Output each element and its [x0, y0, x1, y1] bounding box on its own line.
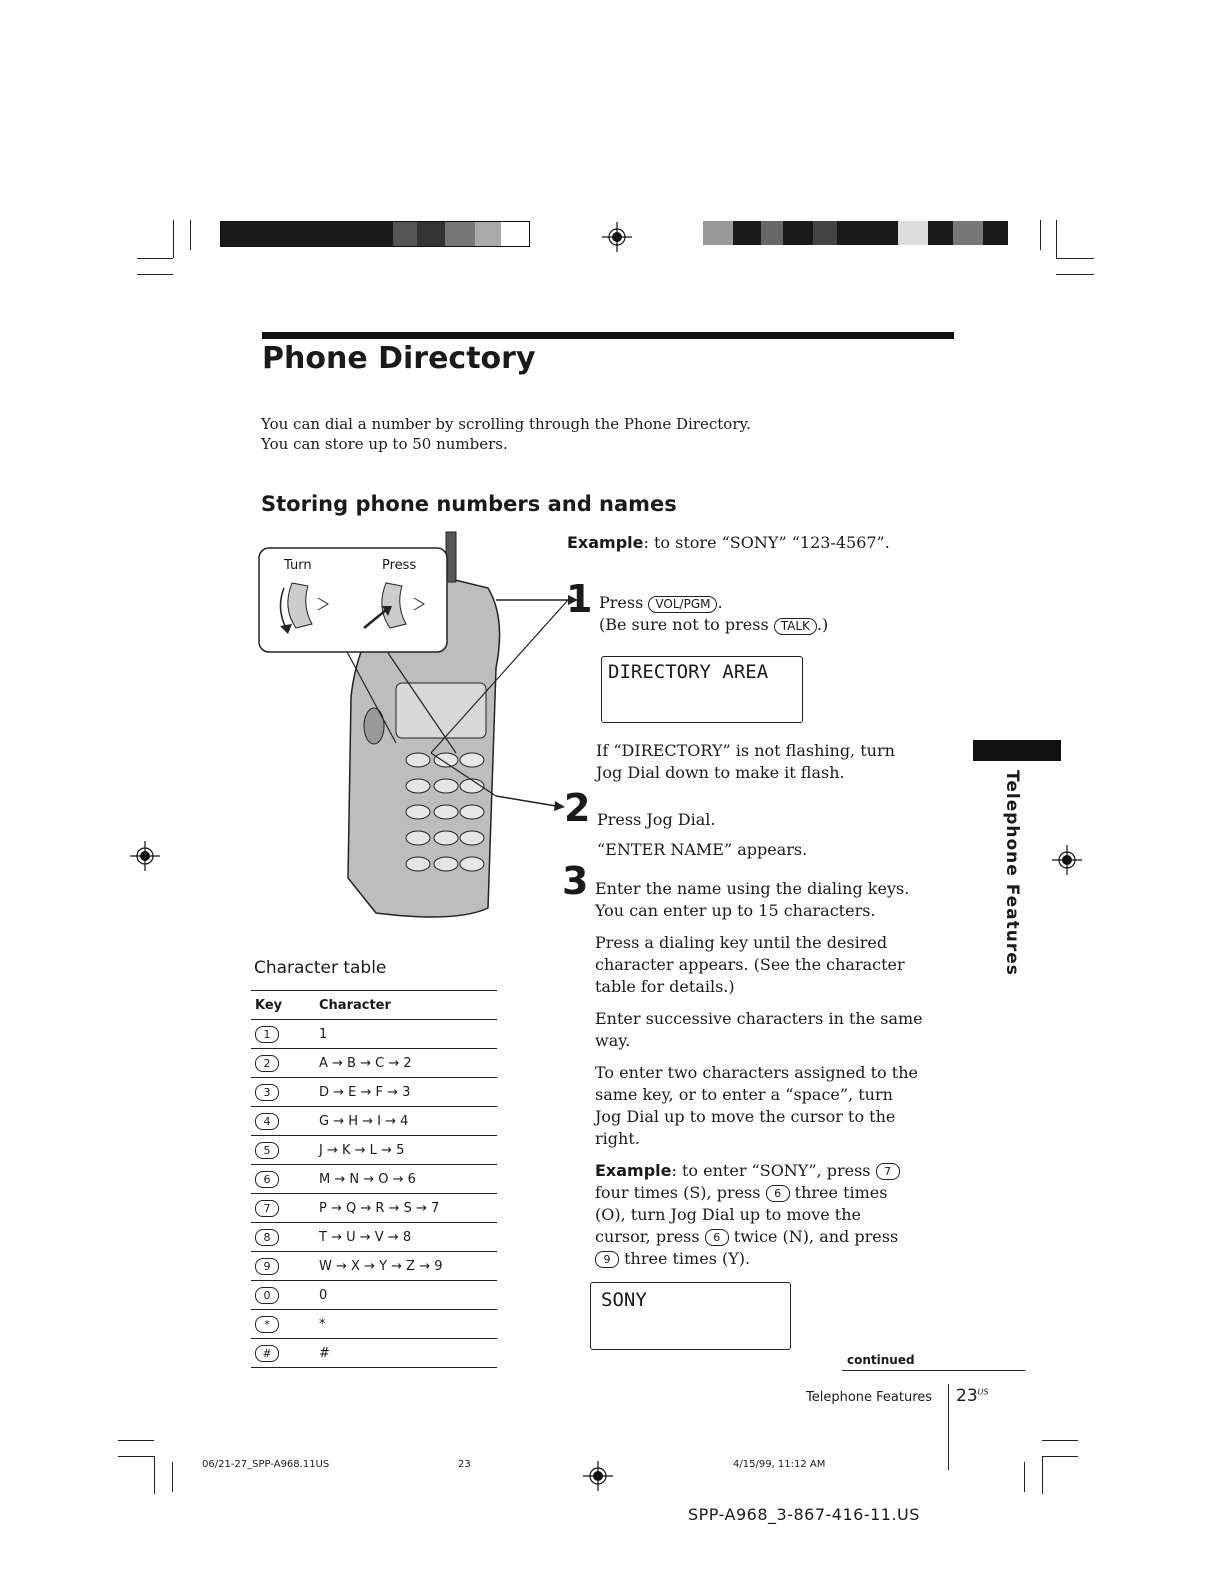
dial-key-icon: 6	[255, 1171, 279, 1188]
crop-mark	[1056, 220, 1057, 258]
crop-mark	[118, 1456, 154, 1457]
character-table-title: Character table	[254, 958, 387, 978]
column-header: Character	[315, 991, 497, 1020]
dial-key-icon: 4	[255, 1113, 279, 1130]
turn-label: Turn	[284, 558, 312, 573]
key-6-icon: 6	[766, 1185, 790, 1202]
press-label: Press	[382, 558, 417, 573]
page-title: Phone Directory	[262, 341, 536, 376]
dial-key-icon: 8	[255, 1229, 279, 1246]
crop-mark	[1056, 258, 1094, 259]
step-1-after: If “DIRECTORY” is not flashing, turn Jog Dial down to make it flash.	[596, 741, 895, 782]
phone-illustration	[256, 528, 589, 928]
side-tab-label: Telephone Features	[1002, 770, 1022, 976]
key-6-icon: 6	[705, 1229, 729, 1246]
column-header: Key	[251, 991, 315, 1020]
character-cell: J → K → L → 5	[315, 1136, 497, 1165]
footer-section: Telephone Features	[806, 1390, 933, 1405]
registration-mark-icon	[1052, 845, 1082, 875]
lcd-display-directory	[601, 656, 803, 723]
lcd-text: DIRECTORY AREA	[608, 661, 769, 683]
crop-mark	[190, 220, 191, 250]
crop-mark	[137, 274, 173, 275]
character-table	[251, 990, 497, 1368]
step-number: 2	[564, 786, 591, 830]
crop-mark	[1042, 1456, 1078, 1457]
character-cell: M → N → O → 6	[315, 1165, 497, 1194]
table-row	[251, 1107, 497, 1136]
table-row	[251, 1078, 497, 1107]
dial-key-icon: *	[255, 1316, 279, 1333]
lcd-text: SONY	[601, 1289, 647, 1311]
crop-mark	[1042, 1440, 1078, 1441]
talk-key: TALK	[774, 618, 817, 635]
crop-mark	[154, 1456, 155, 1494]
table-row	[251, 1223, 497, 1252]
table-row	[251, 1194, 497, 1223]
character-cell: A → B → C → 2	[315, 1049, 497, 1078]
dial-key-icon: 2	[255, 1055, 279, 1072]
key-7-icon: 7	[876, 1163, 900, 1180]
table-row	[251, 1339, 497, 1368]
dial-key-icon: 1	[255, 1026, 279, 1043]
continued-label: continued	[847, 1353, 915, 1367]
footer-product-code: SPP-A968_3-867-416-11.US	[688, 1505, 920, 1524]
registration-mark-icon	[602, 222, 632, 252]
table-row	[251, 1020, 497, 1049]
footer-divider	[948, 1384, 949, 1470]
step-2-text: Press Jog Dial. “ENTER NAME” appears.	[597, 810, 808, 859]
print-bar-right	[703, 221, 1008, 245]
side-tab-marker	[973, 740, 1061, 761]
character-cell: P → Q → R → S → 7	[315, 1194, 497, 1223]
footer-page-small: 23	[458, 1459, 471, 1470]
page-number: $23^{US}$	[956, 1386, 989, 1406]
character-cell: #	[315, 1339, 497, 1368]
character-cell: *	[315, 1310, 497, 1339]
crop-mark	[1024, 1462, 1025, 1492]
table-row	[251, 1281, 497, 1310]
step-1-text: Press VOL/PGM . (Be sure not to press TALK .)	[599, 593, 829, 634]
print-bar-left	[220, 221, 530, 247]
crop-mark	[137, 258, 173, 259]
lcd-display-sony	[590, 1282, 791, 1350]
crop-mark	[173, 220, 174, 258]
character-cell: W → X → Y → Z → 9	[315, 1252, 497, 1281]
character-cell: 1	[315, 1020, 497, 1049]
dial-key-icon: 3	[255, 1084, 279, 1101]
table-header-row	[251, 991, 497, 1020]
example-heading: Example: to store “SONY” “123-4567”.	[567, 533, 890, 552]
registration-mark-icon	[583, 1461, 613, 1491]
character-cell: T → U → V → 8	[315, 1223, 497, 1252]
footer-rule	[842, 1370, 1025, 1371]
crop-mark	[118, 1440, 154, 1441]
character-cell: 0	[315, 1281, 497, 1310]
crop-mark	[1056, 274, 1094, 275]
crop-mark	[1040, 220, 1041, 250]
key-9-icon: 9	[595, 1251, 619, 1268]
dial-key-icon: 7	[255, 1200, 279, 1217]
dial-key-icon: 0	[255, 1287, 279, 1304]
table-row	[251, 1310, 497, 1339]
step-3-text: Enter the name using the dialing keys. You can enter up to 15 characters. Press a dialing key until the desired character appears. (See the character table for details.) Enter successive characters in the same way. To enter two characters assigned to the same key, or to enter a “space”, turn Jog Dial up to move the cursor to the right. Example: to enter “SONY”, press 7 four times (S), press 6 three times (O), turn Jog Dial up to move the cursor, press 6 twice (N), and press 9 three times (Y).	[595, 879, 923, 1268]
dial-key-icon: #	[255, 1345, 279, 1362]
intro-text: You can dial a number by scrolling through the Phone Directory. You can store up to 50 numbers.	[261, 415, 751, 453]
crop-mark	[1042, 1456, 1043, 1494]
table-row	[251, 1136, 497, 1165]
section-title: Storing phone numbers and names	[261, 492, 677, 516]
registration-mark-icon	[130, 841, 160, 871]
table-row	[251, 1252, 497, 1281]
vol-pgm-key: VOL/PGM	[648, 596, 717, 613]
footer-filename: 06/21-27_SPP-A968.11US	[202, 1459, 330, 1470]
table-row	[251, 1049, 497, 1078]
dial-key-icon: 9	[255, 1258, 279, 1275]
footer-date: 4/15/99, 11:12 AM	[733, 1459, 826, 1470]
crop-mark	[172, 1462, 173, 1492]
title-rule	[262, 332, 954, 339]
table-row	[251, 1165, 497, 1194]
step-number: 1	[566, 577, 593, 621]
dial-key-icon: 5	[255, 1142, 279, 1159]
character-cell: D → E → F → 3	[315, 1078, 497, 1107]
step-number: 3	[562, 859, 589, 903]
character-cell: G → H → I → 4	[315, 1107, 497, 1136]
